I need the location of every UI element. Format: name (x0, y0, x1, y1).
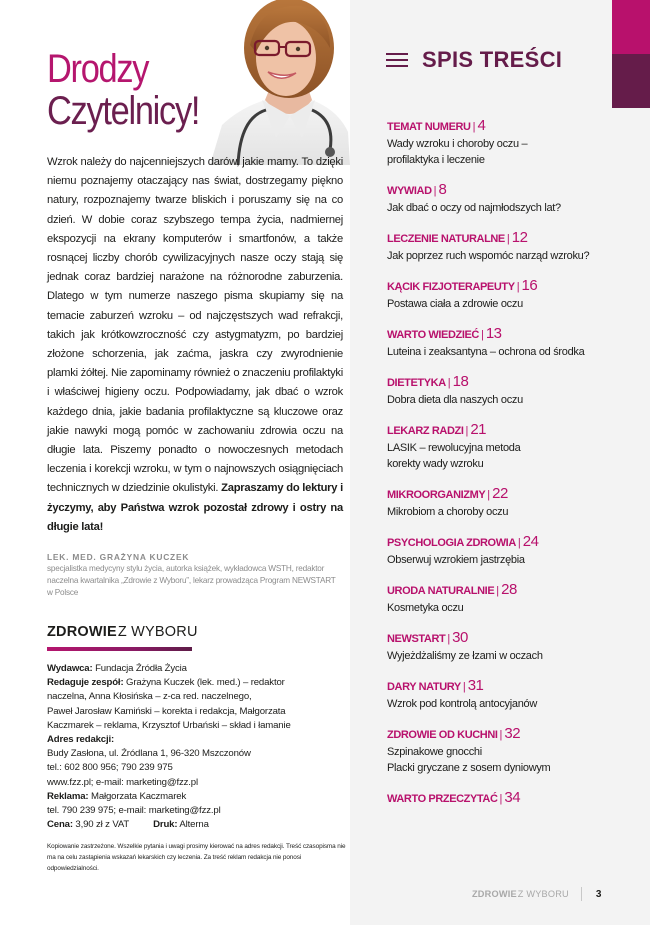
title-line-2: Czytelnicy! (47, 89, 200, 133)
toc-separator: | (447, 633, 451, 645)
toc-page-number: 4 (477, 117, 486, 134)
accent-bar-purple (612, 54, 650, 108)
title-line-1: Drodzy (47, 47, 149, 91)
logo-underline-bar (47, 647, 192, 651)
toc-item[interactable] (387, 229, 637, 264)
toc-separator: | (462, 681, 466, 693)
toc-item-heading (387, 373, 637, 392)
toc-article-title: Obserwuj wzrokiem jastrzębia (387, 554, 525, 566)
toc-item-heading (387, 229, 637, 248)
doctor-photo (200, 0, 350, 165)
team-label: Redaguje zespół: (47, 677, 124, 689)
toc-article-title: Wyjeżdżaliśmy ze łzami w oczach (387, 650, 543, 662)
page-number: 3 (595, 888, 602, 900)
toc-item[interactable] (387, 117, 637, 168)
toc-page-number: 31 (467, 677, 484, 694)
toc-separator: | (499, 729, 503, 741)
toc-item[interactable] (387, 789, 637, 808)
toc-page-number: 32 (504, 725, 521, 742)
phone-numbers: tel.: 602 800 956; 790 239 975 (47, 762, 173, 774)
toc-category: KĄCIK FIZJOTERAPEUTY (387, 281, 515, 293)
toc-item-heading (387, 789, 637, 808)
logo-word-thin: Z WYBORU (117, 624, 198, 640)
footer-logo-thin: Z WYBORU (517, 889, 569, 899)
toc-category: PSYCHOLOGIA ZDROWIA (387, 537, 516, 549)
hamburger-menu-icon[interactable] (386, 52, 408, 68)
toc-article-title: profilaktyka i leczenie (387, 154, 485, 166)
toc-category: DIETETYKA (387, 377, 446, 389)
footer-divider (581, 887, 582, 901)
editorial-body-closing: Zapraszamy do lektury i życzymy, aby Państwa wzrok pozostał zdrowy i ostry na długie lata! (47, 482, 344, 533)
toc-item[interactable] (387, 325, 637, 360)
toc-article-title: Kosmetyka oczu (387, 602, 464, 614)
toc-category: WARTO WIEDZIEĆ (387, 329, 479, 341)
toc-category: ZDROWIE OD KUCHNI (387, 729, 498, 741)
doctor-portrait-image (200, 0, 350, 165)
toc-list (387, 117, 637, 821)
toc-separator: | (447, 377, 451, 389)
toc-page-number: 13 (485, 325, 502, 342)
address-value: Budy Zasłona, ul. Źródlana 1, 96-320 Mszczonów (47, 748, 251, 760)
toc-article-title: Mikrobiom a choroby oczu (387, 506, 509, 518)
toc-page-number: 30 (452, 629, 468, 646)
toc-separator: | (487, 489, 491, 501)
toc-article-title: korekty wady wzroku (387, 458, 484, 470)
toc-article-title: Wzrok pod kontrolą antocyjanów (387, 698, 537, 710)
web-email[interactable]: www.fzz.pl; e-mail: marketing@fzz.pl (47, 776, 198, 788)
toc-item-heading (387, 725, 637, 744)
toc-header (386, 48, 562, 72)
toc-item[interactable] (387, 485, 637, 520)
toc-category: URODA NATURALNIE (387, 585, 495, 597)
toc-category: LEKARZ RADZI (387, 425, 464, 437)
accent-bar-magenta (612, 0, 650, 54)
author-signature (47, 551, 343, 599)
toc-category: TEMAT NUMERU (387, 121, 471, 133)
page-footer (472, 887, 601, 901)
author-name: LEK. MED. GRAŻYNA KUCZEK (47, 552, 190, 562)
toc-item-heading (387, 533, 637, 552)
toc-article-title: Placki gryczane z sosem dyniowym (387, 762, 551, 774)
toc-separator: | (472, 121, 476, 133)
toc-page-number: 18 (452, 373, 469, 390)
imprint (47, 662, 347, 832)
print-label: Druk: (153, 819, 178, 831)
toc-separator: | (499, 793, 503, 805)
toc-item-heading (387, 629, 637, 648)
publisher-label: Wydawca: (47, 663, 93, 674)
toc-article-title: Szpinakowe gnocchi (387, 746, 482, 758)
toc-item[interactable] (387, 421, 637, 472)
toc-category: NEWSTART (387, 633, 446, 645)
toc-separator: | (516, 281, 520, 293)
toc-separator: | (506, 233, 510, 245)
page-title (47, 48, 219, 132)
toc-article-title: Jak dbać o oczy od najmłodszych lat? (387, 202, 561, 214)
logo-word-bold: ZDROWIE (47, 624, 117, 640)
toc-page-number: 34 (504, 789, 521, 806)
toc-separator: | (517, 537, 521, 549)
toc-item[interactable] (387, 277, 637, 312)
editorial-body (47, 153, 343, 537)
ads-contact[interactable]: tel. 790 239 975; e-mail: marketing@fzz.pl (47, 805, 221, 817)
toc-page-number: 12 (511, 229, 528, 246)
team-line: Paweł Jarosław Kamiński – korekta i redakcja, Małgorzata (47, 705, 286, 717)
toc-separator: | (433, 185, 437, 197)
publisher-value: Fundacja Źródła Życia (95, 663, 187, 674)
toc-article-title: Dobra dieta dla naszych oczu (387, 394, 523, 406)
toc-item-heading (387, 325, 637, 344)
toc-article-title: Postawa ciała a zdrowie oczu (387, 298, 523, 310)
editorial-body-text: Wzrok należy do najcenniejszych darów, jakie mamy. To dzięki niemu poznajemy otaczający nas świat, dostrzegamy piękno natury, rozpoznajemy twarze bliskich i poruszamy się na co dzień. W dobie coraz szybszego tempa życia, nadmiernej ekspozycji na ekrany komputerów i smartfonów, a także rosnącej liczby chorób cywilizacyjnych nasze oczy stają się jednak coraz bardziej narażone na różnorodne zaburzenia. Dlatego w tym numerze naszego pisma skupiamy się na temacie zaburzeń wzroku – od najczęstszych wad refrakcji, takich jak krótkowzroczność czy astygmatyzm, po bardziej złożone schorzenia, jak zaćma, jaskra czy zwyrodnienie plamki żółtej. Nie zapominamy również o znaczeniu profilaktyki i właściwej higieny oczu. Podpowiadamy, jak dbać o wzrok każdego dnia, jakie badania profilaktyczne są kluczowe oraz jakie nawyki mogą pomóc w zachowaniu zdrowia oczu na długie lata. Piszemy ponadto o nowoczesnych metodach leczenia i korekcji wzroku, w tym o najnowszych osiągnięciach technicznych w dziedzinie okulistyki. (47, 156, 344, 495)
disclaimer: Kopiowanie zastrzeżone. Wszelkie pytania i uwagi prosimy kierować na adres redakcji. Treść czasopisma nie ma na celu zastąpienia wskazań lekarskich czy leczenia. Za treść reklam redakcja nie ponosi odpowiedzialności. (47, 843, 346, 872)
address-label: Adres redakcji: (47, 734, 115, 746)
toc-item[interactable] (387, 373, 637, 408)
toc-separator: | (480, 329, 484, 341)
team-line: Kaczmarek – reklama, Krzysztof Urbański – skład i łamanie (47, 719, 291, 731)
toc-item[interactable] (387, 629, 637, 664)
toc-page-number: 21 (470, 421, 487, 438)
team-line: Grażyna Kuczek (lek. med.) – redaktor (126, 677, 285, 689)
toc-item[interactable] (387, 533, 637, 568)
toc-item-heading (387, 581, 637, 600)
toc-category: LECZENIE NATURALNE (387, 233, 505, 245)
toc-item-heading (387, 677, 637, 696)
toc-page-number: 22 (492, 485, 508, 502)
toc-article-title: Wady wzroku i choroby oczu – (387, 138, 528, 150)
toc-page-number: 24 (522, 533, 539, 550)
toc-item[interactable] (387, 181, 637, 216)
toc-separator: | (496, 585, 500, 597)
toc-article-title: LASIK – rewolucyjna metoda (387, 442, 521, 454)
toc-category: MIKROORGANIZMY (387, 489, 486, 501)
print-value: Alterna (179, 819, 209, 831)
toc-item[interactable] (387, 725, 637, 776)
price-value: 3,90 zł z VAT (75, 819, 130, 831)
toc-item-heading (387, 421, 637, 440)
author-description: specjalistka medycyny stylu życia, autorka książek, wykładowca WSTH, redaktor naczelna kwartalnika „Zdrowie z Wyboru”, lekarz prowadząca Program NEWSTART w Polsce (47, 564, 336, 597)
toc-title: SPIS TREŚCI (422, 47, 563, 72)
toc-item-heading (387, 117, 637, 136)
magazine-logo (47, 624, 198, 651)
toc-article-title: Luteina i zeaksantyna – ochrona od środka (387, 346, 585, 358)
toc-item[interactable] (387, 677, 637, 712)
toc-item-heading (387, 277, 637, 296)
ads-label: Reklama: (47, 790, 89, 802)
footer-logo-bold: ZDROWIE (472, 889, 517, 899)
toc-page-number: 16 (521, 277, 538, 294)
toc-page-number: 8 (438, 181, 447, 198)
toc-item-heading (387, 485, 637, 504)
toc-category: WYWIAD (387, 185, 432, 197)
ads-person: Małgorzata Kaczmarek (90, 790, 187, 802)
toc-category: WARTO PRZECZYTAĆ (387, 793, 498, 805)
toc-article-title: Jak poprzez ruch wspomóc narząd wzroku? (387, 250, 590, 262)
toc-page-number: 28 (501, 581, 517, 598)
toc-separator: | (465, 425, 469, 437)
toc-item[interactable] (387, 581, 637, 616)
team-line: naczelna, Anna Kłosińska – z-ca red. naczelnego, (47, 691, 252, 703)
toc-item-heading (387, 181, 637, 200)
price-label: Cena: (47, 819, 73, 831)
toc-category: DARY NATURY (387, 681, 461, 693)
footer-logo (472, 889, 569, 899)
